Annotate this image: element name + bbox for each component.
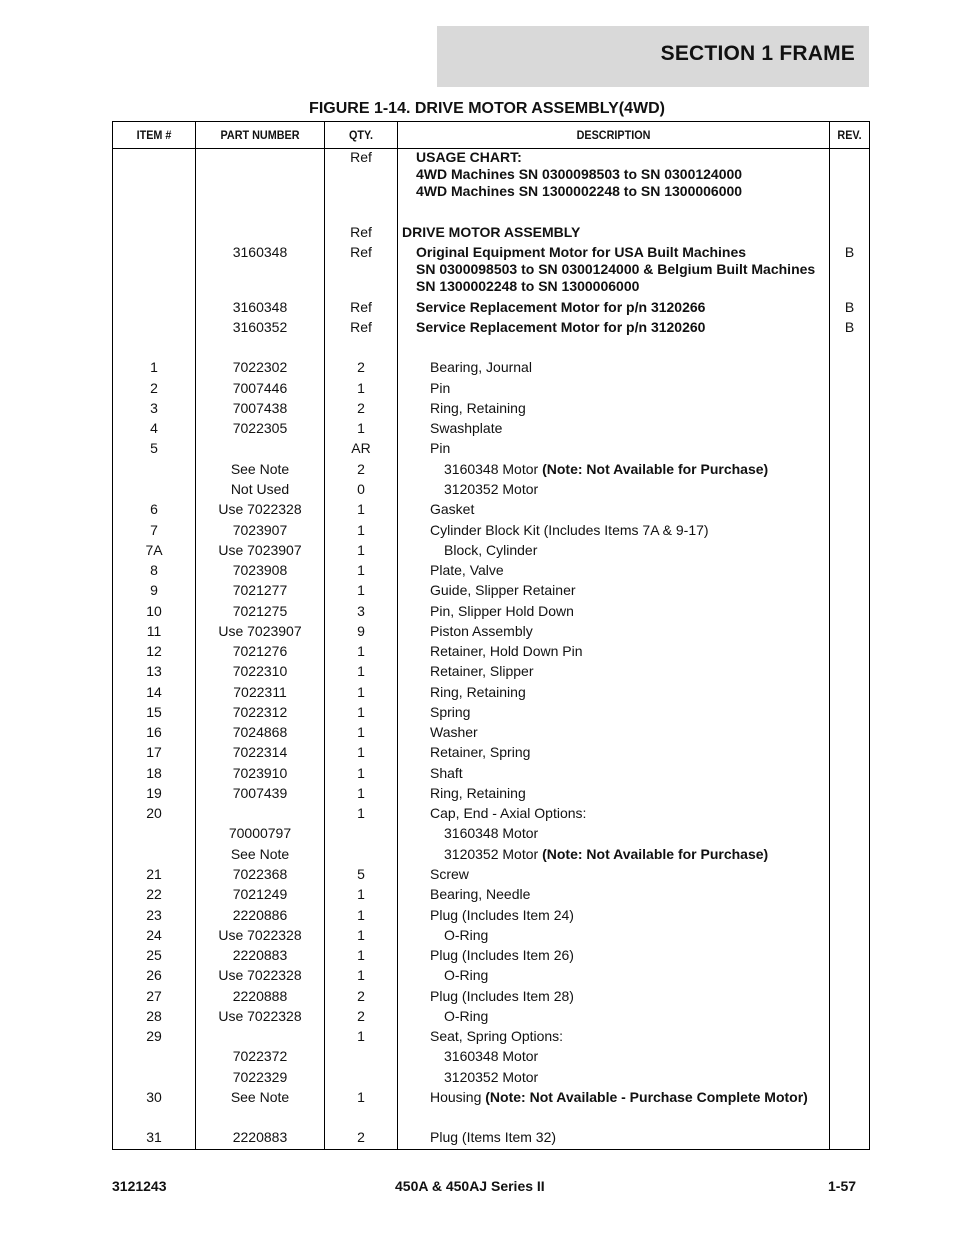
item-number: 29 [146, 1028, 162, 1044]
part-number: 7022311 [233, 684, 287, 700]
footer-doc-number: 3121243 [112, 1178, 167, 1194]
part-number: 7022314 [232, 744, 288, 760]
header-qty: QTY. [348, 128, 373, 142]
part-number: 7022310 [232, 663, 288, 679]
part-number: 2220883 [232, 947, 288, 963]
quantity: 2 [357, 1129, 365, 1145]
table-row [113, 1008, 869, 1028]
description [430, 440, 450, 456]
parts-table [112, 121, 870, 1150]
part-number: 7007446 [232, 380, 288, 396]
table-row [113, 522, 869, 542]
item-number: 18 [146, 765, 162, 781]
description-text: Housing [430, 1089, 486, 1105]
table-row [113, 299, 869, 319]
description-text: Bearing, Journal [430, 359, 532, 375]
item-number: 2 [150, 380, 158, 396]
description-text: Bearing, Needle [430, 886, 531, 902]
table-row [113, 765, 869, 785]
item-number: 11 [146, 623, 162, 639]
part-number: 3160352 [232, 319, 288, 335]
description [430, 785, 526, 801]
description-text: Service Replacement Motor for p/n 3120266 [416, 299, 706, 315]
description-text: Plug (Items Item 32) [430, 1129, 557, 1145]
description [430, 663, 534, 679]
item-number: 1 [150, 359, 158, 375]
description [444, 846, 768, 862]
item-number: 21 [146, 866, 162, 882]
table-row [113, 440, 869, 460]
description [430, 886, 530, 902]
part-number: Use 7023907 [218, 542, 302, 558]
description-text: Gasket [430, 501, 475, 517]
part-number: 7021249 [232, 886, 288, 902]
description [416, 278, 639, 294]
description-text: SN 0300098503 to SN 0300124000 & Belgium Built Machines [416, 261, 816, 277]
quantity: 1 [357, 380, 365, 396]
quantity: 1 [357, 522, 365, 538]
table-row [113, 1129, 869, 1149]
description-note: (Note: Not Available for Purchase) [542, 461, 769, 477]
description-text: 3120352 Motor [444, 846, 543, 862]
description-text: Shaft [430, 765, 463, 781]
description-text: Retainer, Hold Down Pin [430, 643, 583, 659]
description [444, 481, 538, 497]
description-text: Spring [430, 704, 471, 720]
description [430, 866, 469, 882]
quantity: 1 [357, 582, 365, 598]
table-row [113, 886, 869, 906]
description [430, 988, 574, 1004]
description [444, 967, 488, 983]
part-number: Use 7023907 [218, 623, 302, 639]
description [430, 704, 470, 720]
description-note: (Note: Not Available - Purchase Complete Motor) [485, 1089, 808, 1105]
description [430, 380, 450, 396]
table-row [113, 278, 869, 298]
table-row [113, 1028, 869, 1048]
part-number: 3160348 [232, 299, 288, 315]
quantity: 3 [357, 603, 365, 619]
description-text: Block, Cylinder [444, 542, 538, 558]
quantity: 1 [357, 704, 365, 720]
part-number: 70000797 [228, 825, 292, 841]
quantity: 2 [357, 400, 365, 416]
quantity: 1 [357, 562, 365, 578]
description [444, 1048, 538, 1064]
item-number: 16 [146, 724, 162, 740]
description-text: Retainer, Spring [430, 744, 531, 760]
footer-page-number: 1-57 [828, 1178, 857, 1194]
table-row [113, 846, 869, 866]
quantity: 1 [357, 967, 365, 983]
quantity: Ref [350, 244, 372, 260]
item-number: 14 [146, 684, 162, 700]
description [430, 562, 504, 578]
quantity: 1 [357, 947, 365, 963]
description-text: 3160348 Motor [444, 825, 539, 841]
description [430, 623, 533, 639]
item-number: 22 [146, 886, 162, 902]
description [430, 603, 574, 619]
description [430, 501, 474, 517]
revision: B [844, 319, 855, 335]
quantity: 5 [357, 866, 365, 882]
quantity: 1 [357, 724, 365, 740]
item-number: 4 [150, 420, 158, 436]
part-number: 7007439 [232, 785, 288, 801]
item-number: 17 [146, 744, 162, 760]
quantity: 1 [357, 1089, 365, 1105]
table-row [113, 663, 869, 683]
quantity: 1 [357, 785, 365, 801]
table-row [113, 907, 869, 927]
description-text: Service Replacement Motor for p/n 3120260 [416, 319, 706, 335]
table-row [113, 825, 869, 845]
quantity: 2 [357, 988, 365, 1004]
description-text: Original Equipment Motor for USA Built Machines [416, 244, 747, 260]
section-header-box [437, 26, 869, 87]
header-item: ITEM # [136, 128, 172, 142]
item-number: 30 [146, 1089, 162, 1105]
quantity: 1 [357, 765, 365, 781]
description [430, 805, 586, 821]
description [430, 643, 583, 659]
part-number: 7023910 [232, 765, 288, 781]
quantity: 1 [357, 643, 365, 659]
part-number: Use 7022328 [218, 501, 302, 517]
description-text: Plate, Valve [430, 562, 504, 578]
table-row [113, 400, 869, 420]
part-number: 7022302 [232, 359, 288, 375]
quantity: 2 [357, 359, 365, 375]
item-number: 20 [146, 805, 162, 821]
table-row [113, 623, 869, 643]
description [430, 582, 576, 598]
part-number: 7021277 [232, 582, 288, 598]
quantity: 1 [357, 744, 365, 760]
part-number: 7023907 [232, 522, 288, 538]
description [444, 542, 537, 558]
description [430, 1129, 556, 1145]
part-number: 2220883 [232, 1129, 288, 1145]
description-text: Plug (Includes Item 28) [430, 988, 574, 1004]
quantity: Ref [350, 299, 372, 315]
description-text: Seat, Spring Options: [430, 1028, 564, 1044]
part-number: 7022305 [232, 420, 288, 436]
quantity: 1 [357, 1028, 365, 1044]
description-text: O-Ring [444, 927, 489, 943]
quantity: 9 [357, 623, 365, 639]
table-row [113, 501, 869, 521]
item-number: 9 [150, 582, 158, 598]
header-part-number: PART NUMBER [220, 128, 300, 142]
quantity: 0 [357, 481, 365, 497]
table-row [113, 582, 869, 602]
description [444, 1069, 538, 1085]
description [444, 461, 768, 477]
description-text: O-Ring [444, 967, 489, 983]
item-number: 23 [146, 907, 162, 923]
description-text: 3120352 Motor [444, 1069, 539, 1085]
part-number: Not Used [230, 481, 290, 497]
table-row [113, 380, 869, 400]
table-row [113, 1069, 869, 1089]
item-number: 27 [146, 988, 162, 1004]
item-number: 7 [150, 522, 158, 538]
table-row [113, 988, 869, 1008]
description [430, 1028, 563, 1044]
quantity: Ref [350, 224, 372, 240]
figure-title: FIGURE 1-14. DRIVE MOTOR ASSEMBLY(4WD) [309, 100, 665, 117]
description [430, 359, 532, 375]
description-text: 4WD Machines SN 0300098503 to SN 0300124000 [416, 166, 743, 182]
description-text: Retainer, Slipper [430, 663, 534, 679]
description-text: Guide, Slipper Retainer [430, 582, 576, 598]
part-number: 7021276 [232, 643, 288, 659]
table-row [113, 967, 869, 987]
quantity: 1 [357, 927, 365, 943]
description-text: Plug (Includes Item 26) [430, 947, 574, 963]
description [416, 319, 705, 335]
description [430, 744, 530, 760]
quantity: 2 [357, 1008, 365, 1024]
table-row [113, 1048, 869, 1068]
description [416, 299, 705, 315]
description [444, 1008, 488, 1024]
footer-series: 450A & 450AJ Series II [395, 1178, 545, 1194]
description [416, 261, 815, 277]
table-row [113, 224, 869, 244]
description [416, 149, 522, 165]
description-text: Cap, End - Axial Options: [430, 805, 587, 821]
table-row [113, 481, 869, 501]
description [402, 224, 580, 240]
description-text: USAGE CHART: [416, 149, 522, 165]
table-row [113, 927, 869, 947]
part-number: 7023908 [232, 562, 288, 578]
description-text: SN 1300002248 to SN 1300006000 [416, 278, 640, 294]
table-row [113, 866, 869, 886]
table-row [113, 724, 869, 744]
description-text: Cylinder Block Kit (Includes Items 7A & 9-17) [430, 522, 709, 538]
table-row [113, 319, 869, 339]
table-row [113, 603, 869, 623]
part-number: 7021275 [232, 603, 288, 619]
item-number: 7A [145, 542, 163, 558]
part-number: Use 7022328 [218, 927, 302, 943]
table-row [113, 542, 869, 562]
part-number: 7024868 [232, 724, 288, 740]
table-row [113, 805, 869, 825]
item-number: 12 [146, 643, 162, 659]
part-number: 7022329 [232, 1069, 288, 1085]
description [444, 825, 538, 841]
description [416, 183, 742, 199]
part-number: See Note [230, 461, 290, 477]
item-number: 6 [150, 501, 158, 517]
part-number: See Note [230, 1089, 290, 1105]
part-number: 7022312 [232, 704, 288, 720]
quantity: 1 [357, 684, 365, 700]
part-number: 2220888 [232, 988, 288, 1004]
table-row [113, 704, 869, 724]
table-row [113, 744, 869, 764]
part-number: See Note [230, 846, 290, 862]
description-text: 4WD Machines SN 1300002248 to SN 1300006000 [416, 183, 743, 199]
revision: B [844, 299, 855, 315]
description-text: Plug (Includes Item 24) [430, 907, 574, 923]
description [430, 907, 574, 923]
quantity: Ref [350, 319, 372, 335]
table-row [113, 183, 869, 203]
item-number: 8 [150, 562, 158, 578]
item-number: 24 [146, 927, 162, 943]
description [430, 724, 478, 740]
revision: B [844, 244, 855, 260]
table-row [113, 562, 869, 582]
item-number: 19 [146, 785, 162, 801]
description [430, 1089, 808, 1105]
description-text: Ring, Retaining [430, 785, 526, 801]
part-number: 7022372 [232, 1048, 288, 1064]
description-text: 3120352 Motor [444, 481, 539, 497]
part-number: Use 7022328 [218, 1008, 302, 1024]
description [444, 927, 488, 943]
part-number: 7022368 [232, 866, 288, 882]
description-text: Screw [430, 866, 469, 882]
item-number: 5 [150, 440, 158, 456]
item-number: 3 [150, 400, 158, 416]
item-number: 28 [146, 1008, 162, 1024]
item-number: 10 [146, 603, 162, 619]
part-number: Use 7022328 [218, 967, 302, 983]
description-text: Ring, Retaining [430, 684, 526, 700]
description [416, 244, 746, 260]
description-text: Pin, Slipper Hold Down [430, 603, 574, 619]
section-title: SECTION 1 FRAME [660, 42, 855, 65]
quantity: 1 [357, 805, 365, 821]
quantity: 1 [357, 907, 365, 923]
part-number: 7007438 [232, 400, 288, 416]
quantity: Ref [350, 149, 372, 165]
quantity: 1 [357, 663, 365, 679]
description-text: 3160348 Motor [444, 1048, 539, 1064]
table-row [113, 643, 869, 663]
item-number: 25 [146, 947, 162, 963]
description-text: Swashplate [430, 420, 503, 436]
description [416, 166, 742, 182]
item-number: 15 [146, 704, 162, 720]
table-row [113, 1089, 869, 1109]
part-number: 2220886 [232, 907, 288, 923]
item-number: 26 [146, 967, 162, 983]
description-text: Pin [430, 440, 451, 456]
table-row [113, 461, 869, 481]
item-number: 13 [146, 663, 162, 679]
description-text: Washer [430, 724, 478, 740]
description-text: Pin [430, 380, 451, 396]
quantity: 2 [357, 461, 365, 477]
description [430, 947, 574, 963]
quantity: 1 [357, 501, 365, 517]
description [430, 420, 502, 436]
quantity: 1 [357, 420, 365, 436]
quantity: 1 [357, 886, 365, 902]
description-text: Ring, Retaining [430, 400, 526, 416]
table-row [113, 359, 869, 379]
table-row [113, 947, 869, 967]
table-row [113, 420, 869, 440]
table-row [113, 785, 869, 805]
header-rev: REV. [837, 128, 862, 142]
part-number: 3160348 [232, 244, 288, 260]
description-note: (Note: Not Available for Purchase) [542, 846, 769, 862]
description-text: Piston Assembly [430, 623, 533, 639]
item-number: 31 [146, 1129, 162, 1145]
description [430, 522, 709, 538]
description-text: O-Ring [444, 1008, 489, 1024]
description [430, 765, 463, 781]
quantity: 1 [357, 542, 365, 558]
description-text: 3160348 Motor [444, 461, 543, 477]
table-row [113, 684, 869, 704]
description [430, 684, 526, 700]
header-description: DESCRIPTION [576, 128, 651, 142]
description [430, 400, 526, 416]
description-text: DRIVE MOTOR ASSEMBLY [402, 224, 581, 240]
quantity: AR [351, 440, 371, 456]
